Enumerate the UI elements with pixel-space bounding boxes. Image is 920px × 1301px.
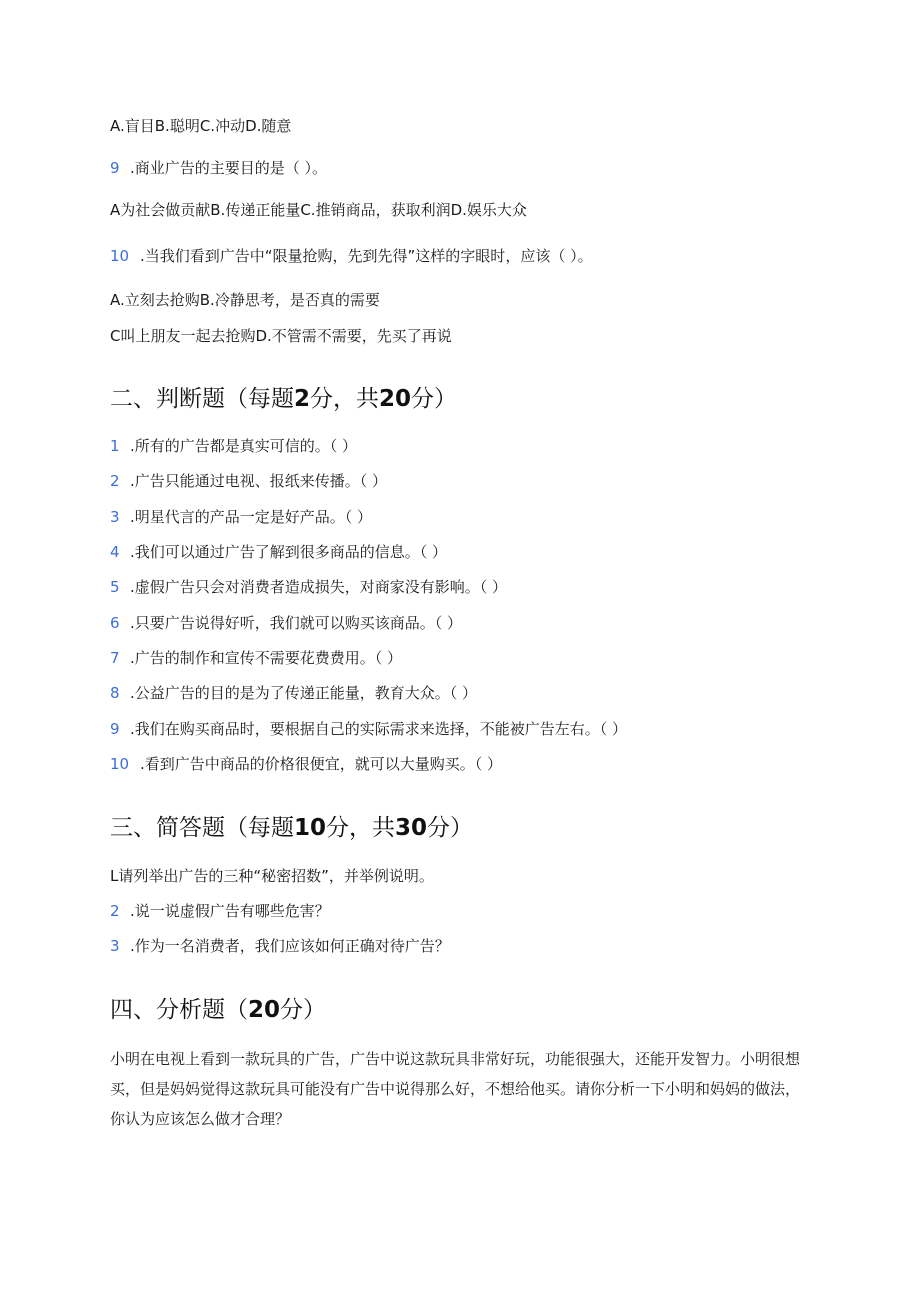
q9-options: A为社会做贡献B.传递正能量C.推销商品，获取利润D.娱乐大众 bbox=[110, 201, 527, 219]
judge-item-8: 8 .公益广告的目的是为了传递正能量，教育大众。（ ） bbox=[110, 684, 478, 702]
short-answer-item-1: L请列举出广告的三种“秘密招数”，并举例说明。 bbox=[110, 867, 434, 885]
judge-item-1: 1 .所有的广告都是真实可信的。（ ） bbox=[110, 437, 358, 455]
judge-item-4: 4 .我们可以通过广告了解到很多商品的信息。（ ） bbox=[110, 543, 448, 561]
judge-item-2: 2 .广告只能通过电视、报纸来传播。（ ） bbox=[110, 472, 388, 490]
question-text: .当我们看到广告中“限量抢购，先到先得”这样的字眼时，应该（ ）。 bbox=[140, 247, 593, 265]
judge-item-10: 10 .看到广告中商品的价格很便宜，就可以大量购买。（ ） bbox=[110, 755, 503, 773]
judge-item-3: 3 .明星代言的产品一定是好产品。（ ） bbox=[110, 508, 373, 526]
judge-item-9: 9 .我们在购买商品时，要根据自己的实际需求来选择，不能被广告左右。（ ） bbox=[110, 720, 628, 738]
judge-item-5: 5 .虚假广告只会对消费者造成损失，对商家没有影响。（ ） bbox=[110, 578, 508, 596]
section-3-title: 三、简答题（每题10分，共30分） bbox=[110, 815, 474, 841]
analysis-paragraph: 小明在电视上看到一款玩具的广告，广告中说这款玩具非常好玩，功能很强大，还能开发智力。小明很想买，但是妈妈觉得这款玩具可能没有广告中说得那么好，不想给他买。请你分析一下小明和妈妈的做法，你认为应该怎么做才合理？ bbox=[110, 1050, 801, 1128]
q10-options-line-2: C叫上朋友一起去抢购D.不管需不需要，先买了再说 bbox=[110, 327, 452, 345]
judge-item-7: 7 .广告的制作和宣传不需要花费费用。（ ） bbox=[110, 649, 403, 667]
question-text: .商业广告的主要目的是（ ）。 bbox=[130, 159, 328, 177]
short-answer-item-2: 2 .说一说虚假广告有哪些危害？ bbox=[110, 902, 330, 920]
question-9 bbox=[110, 158, 327, 178]
judge-item-6: 6 .只要广告说得好听，我们就可以购买该商品。（ ） bbox=[110, 614, 463, 632]
q8-options: A.盲目B.聪明C.冲动D.随意 bbox=[110, 117, 292, 135]
question-10 bbox=[110, 246, 593, 266]
question-number: 10 bbox=[110, 247, 130, 265]
question-number: 9 bbox=[110, 159, 120, 177]
short-answer-item-3: 3 .作为一名消费者，我们应该如何正确对待广告？ bbox=[110, 937, 450, 955]
q10-options-line-1: A.立刻去抢购B.冷静思考，是否真的需要 bbox=[110, 291, 380, 309]
section-4-title: 四、分析题（20分） bbox=[110, 997, 327, 1023]
section-2-title: 二、判断题（每题2分，共20分） bbox=[110, 386, 458, 412]
